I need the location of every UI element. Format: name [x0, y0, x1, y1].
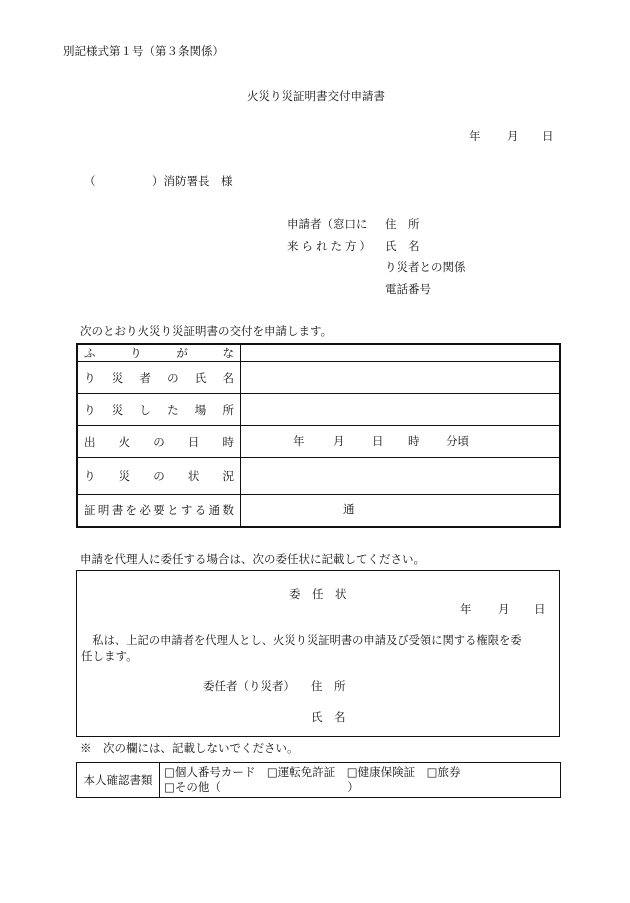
furigana-field[interactable] [241, 344, 561, 362]
table-row [77, 763, 561, 798]
fire-date-label: 出 火 の 日 時 [77, 426, 241, 458]
damage-place-field[interactable] [241, 394, 561, 426]
applicant-address-label: 住 所 [385, 217, 420, 231]
proxy-day-label: 日 [534, 602, 546, 616]
fire-date-field[interactable] [241, 426, 561, 458]
damage-status-field[interactable] [241, 458, 561, 495]
fire-date-hour: 時 [408, 433, 420, 448]
table-row [77, 362, 560, 394]
delegator-address-label: 住 所 [311, 679, 346, 693]
id-check-options-line1: □個人番号カード □運転免許証 □健康保険証 □旅券 [164, 765, 461, 779]
proxy-year-label: 年 [460, 602, 472, 616]
victim-name-label: り 災 者 の 氏 名 [77, 362, 241, 394]
applicant-relation-label: り災者との関係 [385, 260, 466, 274]
fire-date-year: 年 [293, 433, 305, 448]
request-intro: 次のとおり火災り災証明書の交付を申請します。 [80, 324, 333, 338]
copies-unit: 通 [343, 502, 355, 517]
date-year-label: 年 [469, 129, 481, 143]
id-check-table [76, 762, 561, 798]
addressee-fire-chief: ）消防署長 様 [152, 174, 233, 188]
proxy-note: 申請を代理人に委任する場合は、次の委任状に記載してください。 [80, 552, 425, 566]
table-row [77, 426, 560, 458]
form-number: 別記様式第１号（第３条関係） [63, 44, 224, 58]
office-use-notice: ※ 次の欄には、記載しないでください。 [80, 741, 299, 755]
proxy-month-label: 月 [498, 602, 510, 616]
document-title: 火災り災証明書交付申請書 [247, 89, 385, 103]
copies-label: 証 明 書 を 必 要 と す る 通 数 [77, 495, 241, 527]
applicant-name-label: 氏 名 [385, 239, 420, 253]
delegator-name-label: 氏 名 [311, 710, 346, 724]
table-row [77, 458, 560, 495]
damage-place-label: り 災 し た 場 所 [77, 394, 241, 426]
proxy-body-line1: 私は、上記の申請者を代理人とし、火災り災証明書の申請及び受領に関する権限を委 [81, 634, 522, 647]
id-check-options [160, 763, 561, 798]
fire-date-month: 月 [333, 433, 345, 448]
applicant-label-line1: 申請者（窓口に [287, 217, 368, 231]
victim-name-field[interactable] [241, 362, 561, 394]
proxy-title: 委 任 状 [289, 587, 347, 601]
table-row [77, 394, 560, 426]
table-row [77, 344, 560, 362]
applicant-label-line2: 来られた方） [287, 239, 374, 253]
delegator-label: 委任者（り災者） [203, 679, 295, 693]
furigana-label: ふ り が な [77, 344, 241, 362]
date-month-label: 月 [507, 129, 519, 143]
damage-status-label: り 災 の 状 況 [77, 458, 241, 495]
application-table [76, 343, 561, 528]
applicant-phone-label: 電話番号 [385, 282, 431, 296]
table-row [77, 495, 560, 527]
proxy-body-line2: 任します。 [81, 649, 138, 663]
id-check-label: 本人確認書類 [77, 763, 160, 798]
power-of-attorney-box [76, 570, 560, 737]
fire-date-day: 日 [372, 433, 384, 448]
date-day-label: 日 [542, 129, 554, 143]
copies-field[interactable] [241, 495, 561, 527]
addressee-open-paren: （ [84, 174, 96, 188]
id-check-options-line2: □その他（ ） [164, 780, 359, 794]
fire-date-minute: 分頃 [446, 433, 469, 448]
